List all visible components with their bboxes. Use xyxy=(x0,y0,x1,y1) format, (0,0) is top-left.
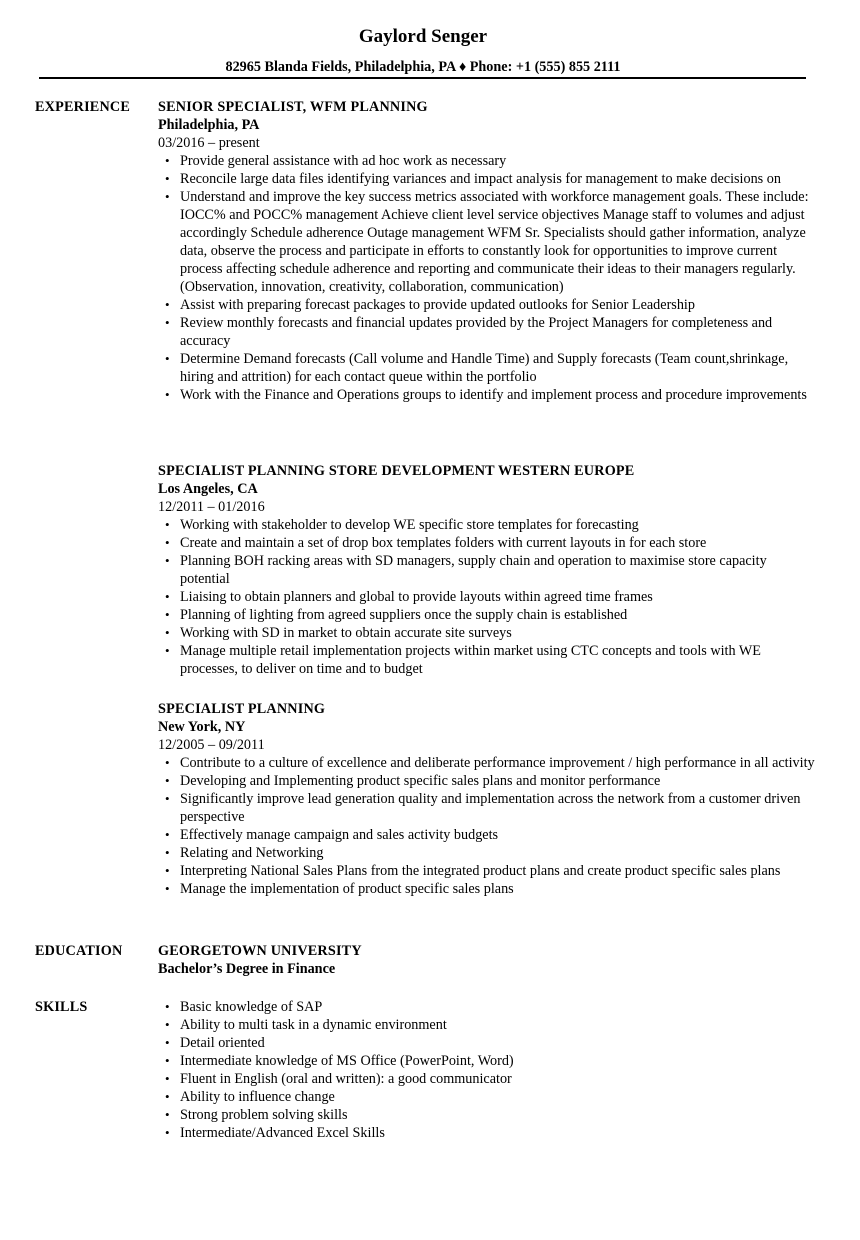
list-item: • Manage the implementation of product specific sales plans xyxy=(158,880,818,898)
degree: Bachelor’s Degree in Finance xyxy=(158,961,336,977)
job-title: SPECIALIST PLANNING xyxy=(158,701,326,717)
job-location: Philadelphia, PA xyxy=(158,117,260,133)
contact-line: 82965 Blanda Fields, Philadelphia, PA ♦ Phone: +1 (555) 855 2111 xyxy=(225,59,621,75)
list-item: • Intermediate knowledge of MS Office (PowerPoint, Word) xyxy=(158,1052,818,1070)
list-item: • Interpreting National Sales Plans from the integrated product plans and create product specific sales plans xyxy=(158,862,818,880)
job-title: SENIOR SPECIALIST, WFM PLANNING xyxy=(158,99,428,115)
experience-entry-2 xyxy=(158,462,818,678)
experience-entry-1 xyxy=(158,98,818,404)
list-item: • Ability to influence change xyxy=(158,1088,818,1106)
list-item: • Understand and improve the key success metrics associated with workforce management goals. These include: IOCC% and POCC% management Achieve client level service objectives Manage staff to volumes and adjust accordingly Schedule adherence Outage management WFM Sr. Specialists should gather information, analyze data, observe the process and participate in efforts to constantly look for opportunities to improve current process affecting schedule adherence and reporting and communicate their ideas to their managers regularly. (Observation, innovation, creativity, collaboration, communication) xyxy=(158,188,818,296)
list-item: • Assist with preparing forecast packages to provide updated outlooks for Senior Leadership xyxy=(158,296,818,314)
experience-entry-3 xyxy=(158,700,818,898)
list-item: • Create and maintain a set of drop box templates folders with current layouts in for each store xyxy=(158,534,818,552)
list-item: • Developing and Implementing product specific sales plans and monitor performance xyxy=(158,772,818,790)
list-item: • Determine Demand forecasts (Call volume and Handle Time) and Supply forecasts (Team count,shrinkage, hiring and attrition) for each contact queue within the portfolio xyxy=(158,350,818,386)
list-item: • Planning BOH racking areas with SD managers, supply chain and operation to maximise store capacity potential xyxy=(158,552,818,588)
header-divider xyxy=(39,77,806,79)
job-bullets xyxy=(158,516,818,678)
list-item: • Reconcile large data files identifying variances and impact analysis for management to make decisions on xyxy=(158,170,818,188)
list-item: • Contribute to a culture of excellence and deliberate performance improvement / high performance in all activity xyxy=(158,754,818,772)
job-dates: 12/2005 – 09/2011 xyxy=(158,737,265,753)
school-name: GEORGETOWN UNIVERSITY xyxy=(158,943,362,959)
job-location: New York, NY xyxy=(158,719,246,735)
list-item: • Liaising to obtain planners and global to provide layouts within agreed time frames xyxy=(158,588,818,606)
section-label-education: EDUCATION xyxy=(35,943,123,959)
list-item: • Review monthly forecasts and financial updates provided by the Project Managers for completeness and accuracy xyxy=(158,314,818,350)
job-title: SPECIALIST PLANNING STORE DEVELOPMENT WESTERN EUROPE xyxy=(158,463,635,479)
list-item: • Working with stakeholder to develop WE specific store templates for forecasting xyxy=(158,516,818,534)
list-item: • Basic knowledge of SAP xyxy=(158,998,818,1016)
education-entry xyxy=(158,942,818,978)
list-item: • Provide general assistance with ad hoc work as necessary xyxy=(158,152,818,170)
list-item: • Planning of lighting from agreed suppliers once the supply chain is established xyxy=(158,606,818,624)
list-item: • Strong problem solving skills xyxy=(158,1106,818,1124)
job-dates: 12/2011 – 01/2016 xyxy=(158,499,265,515)
list-item: • Ability to multi task in a dynamic environment xyxy=(158,1016,818,1034)
list-item: • Effectively manage campaign and sales activity budgets xyxy=(158,826,818,844)
list-item: • Relating and Networking xyxy=(158,844,818,862)
skills-list xyxy=(158,998,818,1142)
job-location: Los Angeles, CA xyxy=(158,481,258,497)
list-item: • Manage multiple retail implementation projects within market using CTC concepts and tools with WE processes, to deliver on time and to budget xyxy=(158,642,818,678)
skills-entry xyxy=(158,998,818,1142)
list-item: • Fluent in English (oral and written): a good communicator xyxy=(158,1070,818,1088)
section-label-skills: SKILLS xyxy=(35,999,88,1015)
job-bullets xyxy=(158,152,818,404)
job-dates: 03/2016 – present xyxy=(158,135,260,151)
section-label-experience: EXPERIENCE xyxy=(35,99,131,115)
list-item: • Intermediate/Advanced Excel Skills xyxy=(158,1124,818,1142)
list-item: • Working with SD in market to obtain accurate site surveys xyxy=(158,624,818,642)
job-bullets xyxy=(158,754,818,898)
resume-name: Gaylord Senger xyxy=(358,26,488,47)
list-item: • Significantly improve lead generation quality and implementation across the network from a customer driven perspective xyxy=(158,790,818,826)
list-item: • Work with the Finance and Operations groups to identify and implement process and procedure improvements xyxy=(158,386,818,404)
list-item: • Detail oriented xyxy=(158,1034,818,1052)
